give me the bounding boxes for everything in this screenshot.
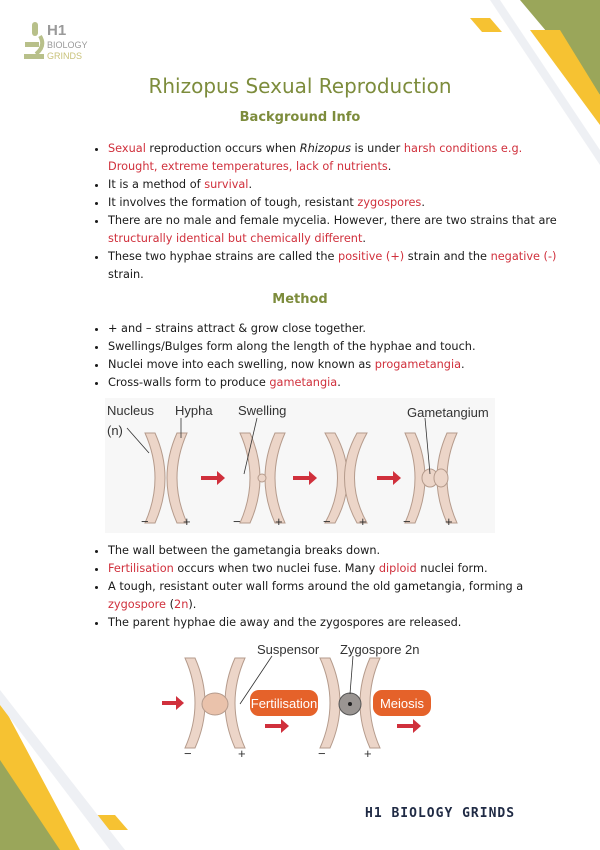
label-minus: − — [403, 514, 411, 529]
method-list-2 — [88, 542, 558, 632]
highlight: harsh conditions e.g. Drought, extreme temperatures, lack of nutrients — [108, 142, 523, 173]
label-plus: + — [359, 514, 367, 529]
text: ( — [166, 598, 175, 611]
list-item — [108, 578, 558, 614]
logo — [22, 20, 102, 65]
background-heading: Background Info — [239, 110, 361, 125]
text: reproduction occurs when — [145, 142, 300, 155]
highlight: diploid — [378, 562, 417, 575]
highlight: Sexual — [108, 142, 146, 155]
text: It involves the formation of tough, resistant — [108, 196, 358, 209]
label-zygospore: Zygospore 2n — [340, 642, 420, 657]
highlight: 2n — [174, 598, 189, 611]
text: ). — [188, 598, 197, 611]
logo-grinds: GRINDS — [47, 51, 83, 61]
text: . — [362, 232, 366, 245]
fertilisation-diagram — [160, 638, 450, 760]
highlight: survival — [204, 178, 249, 191]
highlight: structurally identical but chemically different — [108, 232, 363, 245]
method-heading: Method — [272, 292, 328, 307]
method-list-1 — [88, 320, 558, 392]
text: Cross-walls form to produce — [108, 376, 270, 389]
logo-biology: BIOLOGY — [47, 40, 88, 50]
list-item — [108, 194, 558, 212]
conjugation-diagram — [105, 398, 495, 533]
list-item — [108, 176, 558, 194]
highlight: positive (+) — [338, 250, 405, 263]
label-plus: + — [183, 514, 191, 529]
list-item: • The parent hyphae die away and the zygospores are released. — [108, 614, 558, 632]
label-minus: − — [141, 514, 149, 529]
text: A tough, resistant outer wall forms around the old gametangia, forming a — [108, 580, 524, 593]
logo-h1: H1 — [47, 22, 67, 39]
list-item — [108, 140, 558, 176]
text: It is a method of — [108, 178, 205, 191]
page-title: Rhizopus Sexual Reproduction — [148, 74, 452, 98]
label-plus: + — [238, 746, 246, 760]
footer-brand: H1 BIOLOGY GRINDS — [365, 806, 516, 821]
text: . — [461, 358, 465, 371]
text: nuclei form. — [416, 562, 488, 575]
label-suspensor: Suspensor — [257, 642, 320, 657]
text: Nuclei move into each swelling, now known as — [108, 358, 375, 371]
text: There are no male and female mycelia. However, there are two strains that are — [108, 214, 557, 227]
list-item: • Swellings/Bulges form along the length of the hyphae and touch. — [108, 338, 558, 356]
text: . — [421, 196, 425, 209]
text: strain and the — [404, 250, 491, 263]
meiosis-label: Meiosis — [379, 696, 425, 711]
label-nucleus: Nucleus — [107, 403, 154, 418]
corner-yellow-stripe — [470, 18, 502, 32]
background-list — [88, 140, 558, 284]
text: These two hyphae strains are called the — [108, 250, 339, 263]
label-minus: − — [318, 746, 326, 760]
label-minus: − — [233, 514, 241, 529]
label-plus: + — [364, 746, 372, 760]
highlight: Fertilisation — [108, 562, 174, 575]
highlight: progametangia — [374, 358, 462, 371]
text: . — [248, 178, 253, 191]
list-item — [108, 560, 558, 578]
highlight: zygospore — [108, 598, 167, 611]
microscope-icon — [22, 20, 48, 60]
text: . — [337, 376, 341, 389]
list-item — [108, 248, 558, 284]
list-item — [108, 212, 558, 248]
highlight: negative (-) — [490, 250, 557, 263]
list-item: • + and – strains attract & grow close together. — [108, 320, 558, 338]
list-item — [108, 374, 558, 392]
text: is under — [350, 142, 404, 155]
text: . — [387, 160, 392, 173]
label-plus: + — [445, 514, 453, 529]
label-minus: − — [323, 514, 331, 529]
list-item — [108, 356, 558, 374]
italic-text: Rhizopus — [299, 142, 351, 155]
label-hypha: Hypha — [175, 403, 213, 418]
label-swelling: Swelling — [238, 403, 287, 418]
list-item: • The wall between the gametangia breaks down. — [108, 542, 558, 560]
label-n: (n) — [107, 423, 123, 438]
label-plus: + — [275, 514, 283, 529]
label-minus: − — [184, 746, 192, 760]
highlight: zygospores — [357, 196, 422, 209]
text: strain. — [108, 268, 144, 281]
label-gametangium: Gametangium — [407, 405, 489, 420]
highlight: gametangia — [269, 376, 338, 389]
text: occurs when two nuclei fuse. Many — [173, 562, 379, 575]
fertilisation-label: Fertilisation — [250, 696, 318, 711]
